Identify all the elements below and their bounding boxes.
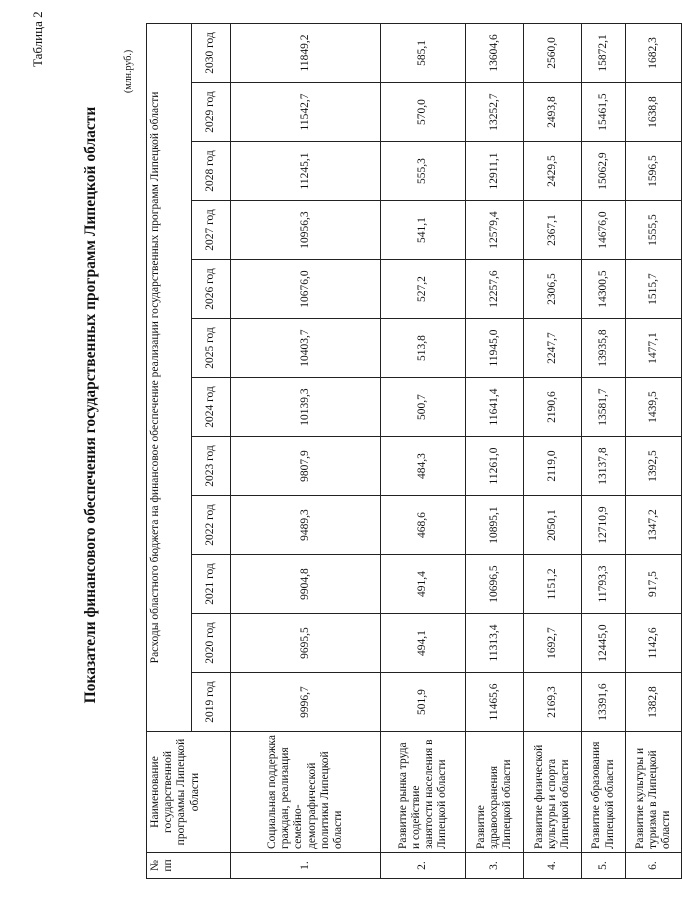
table-row (466, 23, 524, 878)
table-row (231, 23, 381, 878)
table-row (381, 23, 466, 878)
expense-value: 494,1 (381, 614, 466, 673)
program-name: Развитие культуры и туризма в Липецкой области (626, 732, 682, 853)
expense-value: 501,9 (381, 673, 466, 732)
header-year: 2021 год (192, 555, 231, 614)
table-body (231, 23, 682, 878)
row-number: 5. (582, 853, 626, 879)
table-number-label: Таблица 2 (30, 11, 45, 67)
expense-value: 585,1 (381, 23, 466, 82)
expense-value: 15062,9 (582, 142, 626, 201)
program-name: Развитие рынка труда и содействие занятости населения в Липецкой области (381, 732, 466, 853)
header-year: 2019 год (192, 673, 231, 732)
expense-value: 1151,2 (524, 555, 582, 614)
expense-value: 12710,9 (582, 496, 626, 555)
expense-value: 11849,2 (231, 23, 381, 82)
expense-value: 10139,3 (231, 378, 381, 437)
document-title: Показатели финансового обеспечения государственных программ Липецкой области (82, 106, 99, 704)
expense-value: 1382,8 (626, 673, 682, 732)
expense-value: 13137,8 (582, 437, 626, 496)
header-expenses-group: Расходы областного бюджета на финансовое обеспечение реализации государственных программ Липецкой области (147, 23, 192, 731)
expense-value: 9904,8 (231, 555, 381, 614)
expense-value: 541,1 (381, 201, 466, 260)
program-name: Развитие физической культуры и спорта Липецкой области (524, 732, 582, 853)
expense-value: 1682,3 (626, 23, 682, 82)
expense-value: 13252,7 (466, 83, 524, 142)
expense-value: 15872,1 (582, 23, 626, 82)
expense-value: 10403,7 (231, 319, 381, 378)
expense-value: 13391,6 (582, 673, 626, 732)
header-year: 2024 год (192, 378, 231, 437)
financing-table (146, 23, 682, 879)
expense-value: 2050,1 (524, 496, 582, 555)
expense-value: 12257,6 (466, 260, 524, 319)
header-year: 2030 год (192, 23, 231, 82)
expense-value: 11641,4 (466, 378, 524, 437)
expense-value: 2119,0 (524, 437, 582, 496)
expense-value: 555,3 (381, 142, 466, 201)
expense-value: 11542,7 (231, 83, 381, 142)
expense-value: 2367,1 (524, 201, 582, 260)
program-name: Социальная поддержка граждан, реализация семейно-демографической политики Липецкой области (231, 732, 381, 853)
expense-value: 500,7 (381, 378, 466, 437)
expense-value: 9695,5 (231, 614, 381, 673)
expense-value: 2560,0 (524, 23, 582, 82)
expense-value: 11313,4 (466, 614, 524, 673)
row-number: 3. (466, 853, 524, 879)
header-year: 2023 год (192, 437, 231, 496)
header-year: 2029 год (192, 83, 231, 142)
table-row (626, 23, 682, 878)
expense-value: 11945,0 (466, 319, 524, 378)
expense-value: 1142,6 (626, 614, 682, 673)
expense-value: 9996,7 (231, 673, 381, 732)
expense-value: 12911,1 (466, 142, 524, 201)
table-row (524, 23, 582, 878)
expense-value: 10696,5 (466, 555, 524, 614)
expense-value: 10895,1 (466, 496, 524, 555)
row-number: 2. (381, 853, 466, 879)
header-num: № пп (147, 853, 231, 879)
expense-value: 2429,5 (524, 142, 582, 201)
expense-value: 1692,7 (524, 614, 582, 673)
expense-value: 13935,8 (582, 319, 626, 378)
expense-value: 10956,3 (231, 201, 381, 260)
expense-value: 1477,1 (626, 319, 682, 378)
program-name: Развитие образования Липецкой области (582, 732, 626, 853)
expense-value: 10676,0 (231, 260, 381, 319)
expense-value: 2190,6 (524, 378, 582, 437)
expense-value: 11261,0 (466, 437, 524, 496)
program-name: Развитие здравоохранения Липецкой области (466, 732, 524, 853)
expense-value: 12579,4 (466, 201, 524, 260)
header-year: 2022 год (192, 496, 231, 555)
expense-value: 15461,5 (582, 83, 626, 142)
header-row-top (147, 23, 192, 878)
expense-value: 1555,5 (626, 201, 682, 260)
header-year: 2026 год (192, 260, 231, 319)
expense-value: 14676,0 (582, 201, 626, 260)
header-program-name: Наименование государственной программы Липецкой области (147, 732, 231, 853)
expense-value: 917,5 (626, 555, 682, 614)
table-row (582, 23, 626, 878)
expense-value: 484,3 (381, 437, 466, 496)
header-year: 2025 год (192, 319, 231, 378)
header-year: 2028 год (192, 142, 231, 201)
expense-value: 13604,6 (466, 23, 524, 82)
expense-value: 12445,0 (582, 614, 626, 673)
expense-value: 11465,6 (466, 673, 524, 732)
expense-value: 9807,9 (231, 437, 381, 496)
expense-value: 491,4 (381, 555, 466, 614)
expense-value: 9489,3 (231, 496, 381, 555)
expense-value: 11245,1 (231, 142, 381, 201)
expense-value: 1515,7 (626, 260, 682, 319)
header-year: 2027 год (192, 201, 231, 260)
expense-value: 2169,3 (524, 673, 582, 732)
expense-value: 11793,3 (582, 555, 626, 614)
row-number: 4. (524, 853, 582, 879)
unit-label: (млн.руб.) (123, 49, 134, 93)
expense-value: 1638,8 (626, 83, 682, 142)
header-year: 2020 год (192, 614, 231, 673)
expense-value: 1439,5 (626, 378, 682, 437)
expense-value: 14300,5 (582, 260, 626, 319)
expense-value: 1392,5 (626, 437, 682, 496)
expense-value: 570,0 (381, 83, 466, 142)
expense-value: 468,6 (381, 496, 466, 555)
expense-value: 1596,5 (626, 142, 682, 201)
expense-value: 513,8 (381, 319, 466, 378)
expense-value: 527,2 (381, 260, 466, 319)
expense-value: 2493,8 (524, 83, 582, 142)
expense-value: 1347,2 (626, 496, 682, 555)
row-number: 1. (231, 853, 381, 879)
row-number: 6. (626, 853, 682, 879)
expense-value: 13581,7 (582, 378, 626, 437)
expense-value: 2247,7 (524, 319, 582, 378)
expense-value: 2306,5 (524, 260, 582, 319)
